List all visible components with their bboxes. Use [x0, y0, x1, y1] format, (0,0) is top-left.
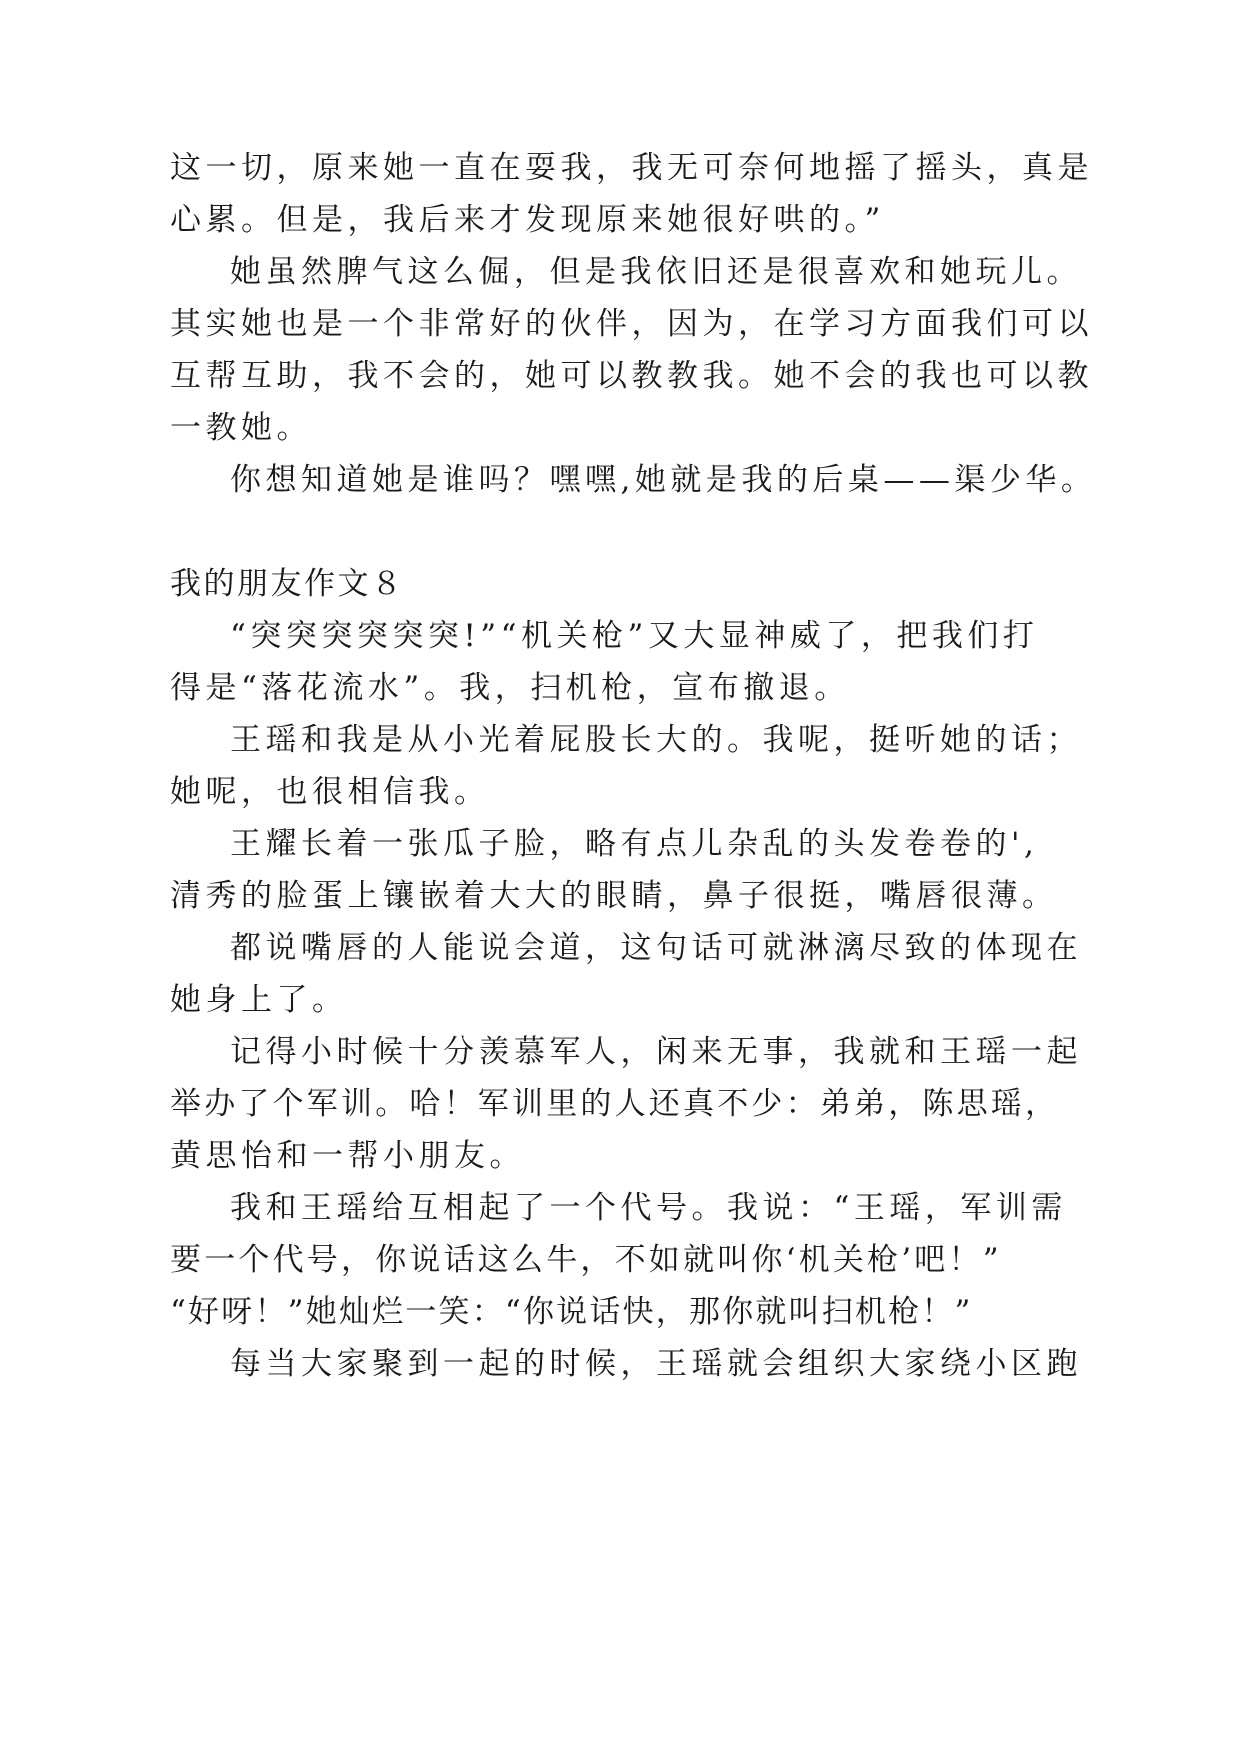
section-heading: 我的朋友作文８ — [170, 566, 405, 602]
text-line: “好呀！”她灿烂一笑：“你说话快，那你就叫扫机枪！” — [170, 1294, 973, 1330]
text-line: 她身上了。 — [170, 982, 348, 1018]
text-line: 这一切，原来她一直在耍我，我无可奈何地摇了摇头，真是 — [170, 150, 1093, 186]
text-line: 王耀长着一张瓜子脸，略有点儿杂乱的头发卷卷的', — [230, 826, 1039, 862]
text-line: 清秀的脸蛋上镶嵌着大大的眼睛，鼻子很挺，嘴唇很薄。 — [170, 878, 1058, 914]
text-line: 心累。但是，我后来才发现原来她很好哄的。” — [170, 202, 885, 238]
text-line: 你想知道她是谁吗？嘿嘿,她就是我的后桌——渠少华。 — [230, 462, 1097, 498]
text-line: 举办了个军训。哈！军训里的人还真不少：弟弟，陈思瑶， — [170, 1086, 1060, 1122]
text-line: “突突突突突突!”“机关枪”又大显神威了，把我们打 — [230, 618, 1039, 654]
text-line: 王瑶和我是从小光着屁股长大的。我呢，挺听她的话； — [230, 722, 1082, 758]
text-line: 黄思怡和一帮小朋友。 — [170, 1138, 525, 1174]
text-line: 要一个代号，你说话这么牛，不如就叫你‘机关枪’吧！” — [170, 1242, 1002, 1278]
text-line: 一教她。 — [170, 410, 312, 446]
text-line: 得是“落花流水”。我，扫机枪，宣布撤退。 — [170, 670, 850, 706]
text-line: 每当大家聚到一起的时候，王瑶就会组织大家绕小区跑 — [230, 1346, 1082, 1382]
text-line: 互帮互助，我不会的，她可以教教我。她不会的我也可以教 — [170, 358, 1093, 394]
text-line: 她呢，也很相信我。 — [170, 774, 490, 810]
text-line: 都说嘴唇的人能说会道，这句话可就淋漓尽致的体现在 — [230, 930, 1082, 966]
text-line: 记得小时候十分羡慕军人，闲来无事，我就和王瑶一起 — [230, 1034, 1082, 1070]
text-line: 她虽然脾气这么倔，但是我依旧还是很喜欢和她玩儿。 — [230, 254, 1082, 290]
text-line: 其实她也是一个非常好的伙伴，因为，在学习方面我们可以 — [170, 306, 1093, 342]
text-line: 我和王瑶给互相起了一个代号。我说：“王瑶，军训需 — [230, 1190, 1067, 1226]
